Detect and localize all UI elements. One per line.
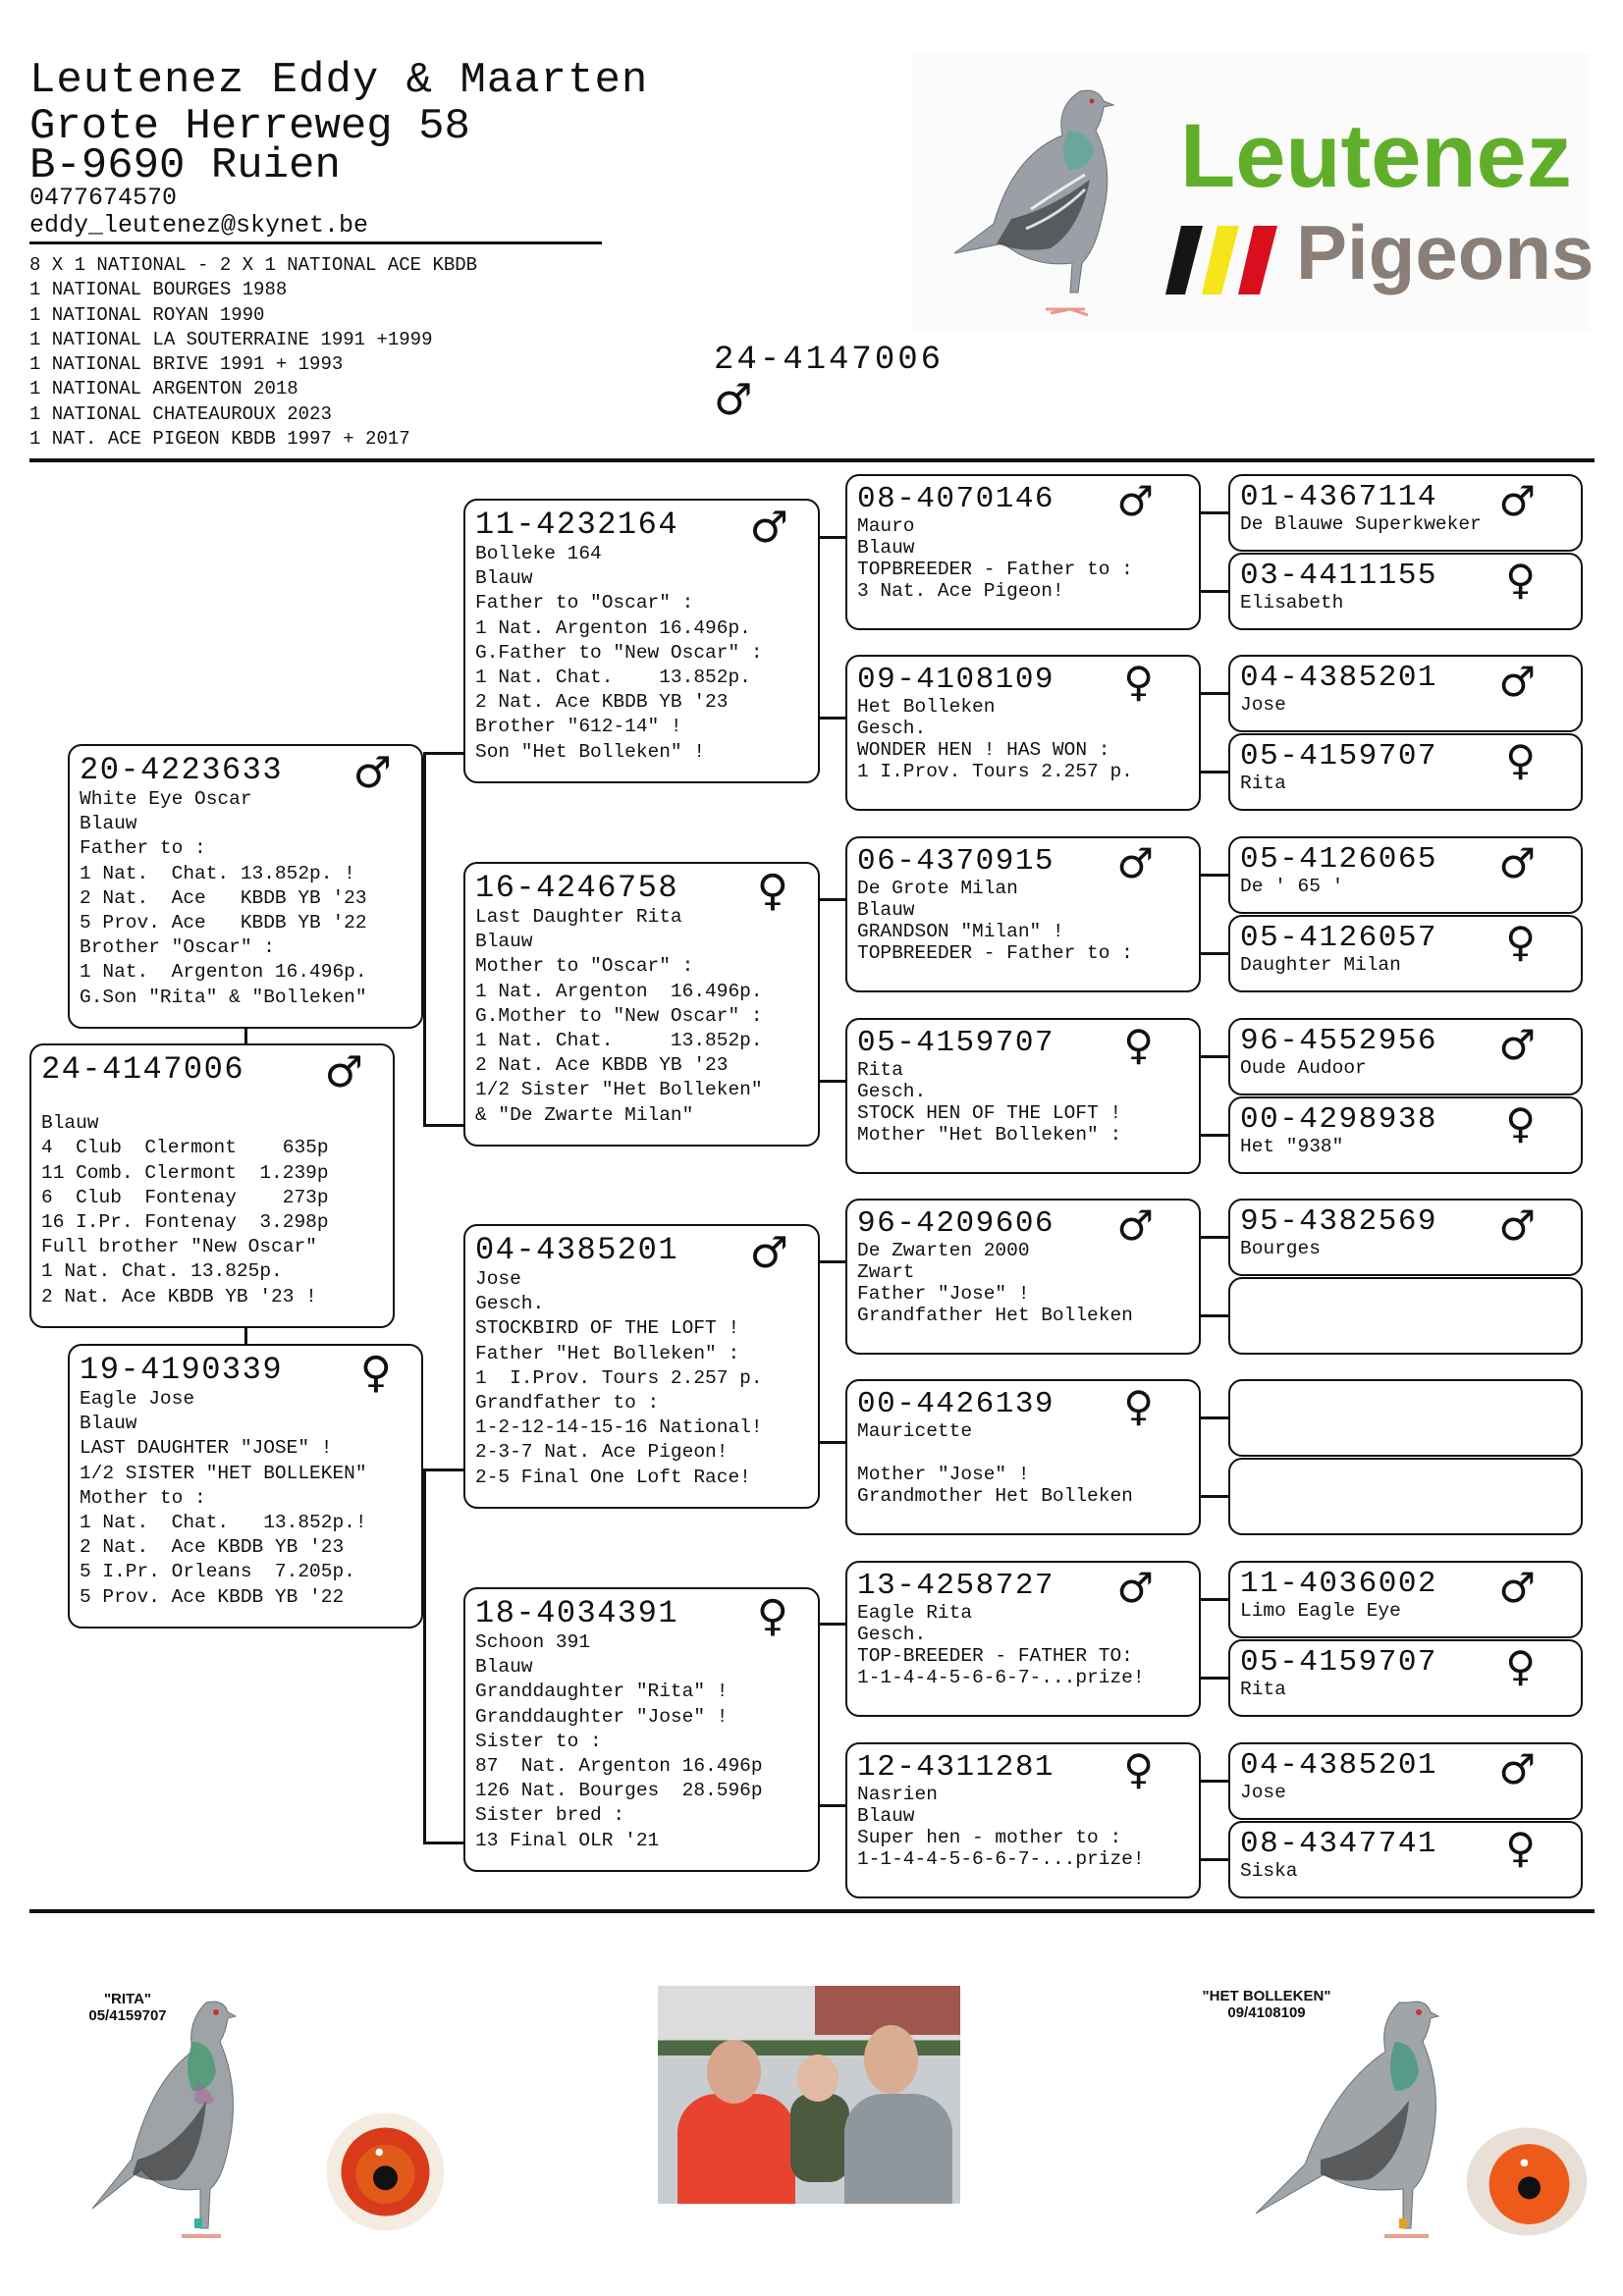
pigeon-name: Oude Audoor xyxy=(1240,1057,1367,1079)
male-icon: ♂ xyxy=(1116,839,1154,887)
connector-line xyxy=(1201,1598,1228,1601)
card-line: Bolleke 164 xyxy=(475,543,602,564)
card-line: 1 Nat. Chat. 13.852p.! xyxy=(80,1512,367,1534)
card-line: Father to : xyxy=(80,837,206,860)
male-icon: ♂ xyxy=(1116,477,1154,525)
pedigree-card-gg-grandparent[interactable] xyxy=(1228,1821,1583,1898)
card-line: 4 Club Clermont 635p xyxy=(41,1137,329,1159)
ring-number: 00-4426139 xyxy=(857,1387,1055,1421)
card-line: Grandfather Het Bolleken xyxy=(857,1305,1133,1326)
male-icon: ♂ xyxy=(1498,839,1536,887)
ring-number: 06-4370915 xyxy=(857,844,1055,879)
card-line: Gesch. xyxy=(857,1081,927,1102)
card-line: Son "Het Bolleken" ! xyxy=(475,740,706,763)
ring-number: 95-4382569 xyxy=(1240,1204,1438,1239)
male-icon: ♂ xyxy=(352,748,392,798)
belgian-flag-icon xyxy=(1163,221,1291,299)
pedigree-card-gg-grandparent[interactable] xyxy=(1228,1458,1583,1535)
achievement-item: 1 NATIONAL BRIVE 1991 + 1993 xyxy=(29,353,344,376)
card-line: Gesch. xyxy=(857,1624,927,1645)
card-line: 1 Nat. Chat. 13.852p. ! xyxy=(80,862,355,884)
connector-line xyxy=(423,1468,426,1843)
pedigree-card-grandparent[interactable] xyxy=(463,862,820,1147)
pigeon-name: Rita xyxy=(1240,773,1286,794)
card-lines xyxy=(857,515,1191,602)
card-line: 126 Nat. Bourges 28.596p xyxy=(475,1780,763,1802)
ring-number: 18-4034391 xyxy=(475,1595,679,1631)
connector-line xyxy=(1201,952,1228,955)
pigeon-name: Siska xyxy=(1240,1860,1298,1882)
card-line: Father "Jose" ! xyxy=(857,1283,1030,1305)
ring-number: 03-4411155 xyxy=(1240,559,1438,593)
connector-line xyxy=(1201,1780,1228,1783)
card-lines xyxy=(80,1387,413,1610)
ring-number: 08-4347741 xyxy=(1240,1827,1438,1861)
pigeon-name: Het "938" xyxy=(1240,1136,1344,1157)
address-street: Grote Herreweg 58 xyxy=(29,102,470,151)
card-lines xyxy=(857,1602,1191,1688)
card-line: Mother to : xyxy=(80,1486,206,1509)
connector-line xyxy=(423,752,426,1127)
achievement-item: 1 NAT. ACE PIGEON KBDB 1997 + 2017 xyxy=(29,428,410,451)
card-line: 5 Prov. Ace KBDB YB '22 xyxy=(80,1585,345,1608)
connector-line xyxy=(244,1028,247,1044)
pedigree-card-gg-grandparent[interactable] xyxy=(1228,553,1583,630)
pedigree-card-gg-grandparent[interactable] xyxy=(1228,1277,1583,1355)
card-line: Sister to : xyxy=(475,1730,602,1752)
card-line: 11 Comb. Clermont 1.239p xyxy=(41,1161,329,1184)
ring-number: 24-4147006 xyxy=(41,1051,245,1088)
card-line: 1 I.Prov. Tours 2.257 p. xyxy=(475,1366,763,1389)
connector-line xyxy=(1201,771,1228,774)
card-line: Eagle Jose xyxy=(80,1388,195,1410)
card-line: Blauw xyxy=(80,813,137,835)
card-line: Schoon 391 xyxy=(475,1631,591,1653)
achievement-item: 1 NATIONAL CHATEAUROUX 2023 xyxy=(29,402,332,425)
card-line: G.Mother to "New Oscar" : xyxy=(475,1004,763,1027)
subject-ring-number: 24-4147006 xyxy=(714,342,945,379)
pedigree-card-gg-grandparent[interactable] xyxy=(1228,836,1583,914)
pigeon-name: Bourges xyxy=(1240,1238,1321,1259)
pedigree-card-great-grandparent[interactable] xyxy=(845,474,1201,630)
pedigree-card-dam[interactable] xyxy=(68,1344,423,1629)
card-line: Mother "Het Bolleken" : xyxy=(857,1124,1122,1146)
card-lines xyxy=(857,696,1191,782)
card-line: 2 Nat. Ace KBDB YB '23 xyxy=(80,1536,345,1559)
connector-line xyxy=(820,898,845,901)
connector-line xyxy=(1201,874,1228,877)
achievement-item: 1 NATIONAL BOURGES 1988 xyxy=(29,279,288,301)
card-line: Blauw xyxy=(857,537,915,559)
pigeon-name: Rita xyxy=(1240,1679,1286,1700)
pedigree-card-gg-grandparent[interactable] xyxy=(1228,915,1583,992)
card-line: G.Father to "New Oscar" : xyxy=(475,641,763,664)
connector-line xyxy=(1201,1055,1228,1058)
card-line: 1 Nat. Chat. 13.825p. xyxy=(41,1260,283,1283)
card-line: Rita xyxy=(857,1059,903,1081)
pedigree-card-gg-grandparent[interactable] xyxy=(1228,474,1583,552)
card-line: Nasrien xyxy=(857,1784,938,1805)
card-line: TOPBREEDER - Father to : xyxy=(857,942,1133,964)
ring-number: 09-4108109 xyxy=(857,663,1055,697)
card-line: Granddaughter "Rita" ! xyxy=(475,1681,729,1703)
phone-number: 0477674570 xyxy=(29,184,178,212)
card-lines xyxy=(475,542,810,765)
connector-line xyxy=(820,536,845,539)
bolleken-caption-name: "HET BOLLEKEN" xyxy=(1202,1988,1331,2004)
card-line: Blauw xyxy=(475,931,533,953)
card-lines xyxy=(857,878,1191,964)
pigeon-name: Limo Eagle Eye xyxy=(1240,1600,1401,1622)
card-line: Mauricette xyxy=(857,1420,973,1442)
family-photo xyxy=(658,1986,960,2204)
pedigree-card-grandparent[interactable] xyxy=(463,499,820,783)
achievements-list xyxy=(29,253,477,452)
card-line: 2 Nat. Ace KBDB YB '23 xyxy=(475,1054,729,1077)
card-line: Brother "Oscar" : xyxy=(80,936,275,959)
connector-line xyxy=(820,1623,845,1626)
pedigree-card-gg-grandparent[interactable] xyxy=(1228,1379,1583,1457)
connector-line xyxy=(423,752,463,755)
pedigree-card-great-grandparent[interactable] xyxy=(845,1018,1201,1174)
card-line: Grandfather to : xyxy=(475,1392,660,1415)
ring-number: 04-4385201 xyxy=(1240,661,1438,695)
achievement-item: 8 X 1 NATIONAL - 2 X 1 NATIONAL ACE KBDB xyxy=(29,254,478,276)
card-line: 1-1-4-4-5-6-6-7-...prize! xyxy=(857,1848,1145,1870)
card-line: De Zwarten 2000 xyxy=(857,1240,1030,1261)
card-line: 16 I.Pr. Fontenay 3.298p xyxy=(41,1211,329,1234)
pedigree-card-gg-grandparent[interactable] xyxy=(1228,1742,1583,1820)
card-line: 1 Nat. Chat. 13.852p. xyxy=(475,1030,763,1052)
card-lines xyxy=(475,1267,810,1490)
connector-line xyxy=(1201,1495,1228,1498)
pedigree-card-gg-grandparent[interactable] xyxy=(1228,1018,1583,1095)
card-line: TOP-BREEDER - FATHER TO: xyxy=(857,1645,1133,1667)
male-icon: ♂ xyxy=(1116,1564,1154,1612)
ring-number: 20-4223633 xyxy=(80,752,284,788)
female-icon: ♀ xyxy=(1123,1745,1154,1793)
pigeon-name: De ' 65 ' xyxy=(1240,876,1344,897)
ring-number: 96-4552956 xyxy=(1240,1024,1438,1058)
female-icon: ♀ xyxy=(1505,556,1536,604)
card-line: Super hen - mother to : xyxy=(857,1827,1122,1848)
pedigree-card-great-grandparent[interactable] xyxy=(845,1561,1201,1717)
breeder-name: Leutenez Eddy & Maarten xyxy=(29,56,649,105)
ring-number: 04-4385201 xyxy=(1240,1748,1438,1783)
bottom-divider xyxy=(29,1909,1595,1913)
card-lines xyxy=(80,787,413,1010)
connector-line xyxy=(423,1124,463,1127)
ring-number: 05-4159707 xyxy=(857,1026,1055,1060)
connector-line xyxy=(820,1260,845,1263)
pedigree-card-grandparent[interactable] xyxy=(463,1587,820,1872)
ring-number: 05-4126065 xyxy=(1240,842,1438,877)
male-icon: ♂ xyxy=(324,1047,363,1097)
connector-line xyxy=(423,1468,463,1471)
pedigree-card-great-grandparent[interactable] xyxy=(845,655,1201,811)
card-line: 1-2-12-14-15-16 National! xyxy=(475,1416,763,1439)
logo xyxy=(913,54,1595,334)
rita-caption-ring: 05/4159707 xyxy=(88,2007,167,2024)
pigeon-name: De Blauwe Superkweker xyxy=(1240,513,1482,535)
male-icon: ♂ xyxy=(1498,1021,1536,1069)
connector-line xyxy=(1201,1416,1228,1419)
ring-number: 11-4232164 xyxy=(475,507,679,543)
address-city: B-9690 Ruien xyxy=(29,141,341,190)
connector-line xyxy=(820,717,845,720)
card-line: Full brother "New Oscar" xyxy=(41,1236,317,1258)
card-line: Father to "Oscar" : xyxy=(475,592,694,614)
connector-line xyxy=(1201,692,1228,695)
ring-number: 13-4258727 xyxy=(857,1569,1055,1603)
card-line: Mauro xyxy=(857,515,915,537)
ring-number: 96-4209606 xyxy=(857,1206,1055,1241)
connector-line xyxy=(1201,1858,1228,1861)
card-line: & "De Zwarte Milan" xyxy=(475,1103,694,1126)
female-icon: ♀ xyxy=(1505,918,1536,966)
card-lines xyxy=(475,1630,810,1853)
card-line: Blauw xyxy=(857,1805,915,1827)
connector-line xyxy=(1201,511,1228,514)
connector-line xyxy=(820,1441,845,1444)
achievement-item: 1 NATIONAL ARGENTON 2018 xyxy=(29,378,298,400)
pedigree-card-great-grandparent[interactable] xyxy=(845,836,1201,992)
female-icon: ♀ xyxy=(756,1591,788,1641)
female-icon: ♀ xyxy=(1505,1099,1536,1148)
pedigree-card-great-grandparent[interactable] xyxy=(845,1742,1201,1898)
card-line: De Grote Milan xyxy=(857,878,1018,899)
card-lines xyxy=(857,1420,1191,1507)
connector-line xyxy=(423,1842,463,1844)
card-lines xyxy=(41,1087,385,1309)
female-icon: ♀ xyxy=(1505,736,1536,784)
female-icon: ♀ xyxy=(359,1348,392,1398)
pedigree-card-gg-grandparent[interactable] xyxy=(1228,733,1583,811)
card-line: Sister bred : xyxy=(475,1804,625,1827)
card-line: G.Son "Rita" & "Bolleken" xyxy=(80,986,367,1008)
card-line: 2 Nat. Ace KBDB YB '23 ! xyxy=(41,1285,317,1308)
het-bolleken-eye-icon xyxy=(1463,2125,1591,2238)
male-icon: ♂ xyxy=(1498,1564,1536,1612)
card-lines xyxy=(857,1784,1191,1870)
card-line: 87 Nat. Argenton 16.496p xyxy=(475,1755,763,1778)
rita-eye-icon xyxy=(324,2110,447,2233)
female-icon: ♀ xyxy=(1505,1824,1536,1872)
male-icon: ♂ xyxy=(749,1228,788,1278)
ring-number: 05-4159707 xyxy=(1240,1645,1438,1680)
logo-title: Leutenez xyxy=(1180,106,1572,206)
pigeon-het-bolleken-photo xyxy=(1242,1973,1468,2258)
connector-line xyxy=(1201,1134,1228,1137)
card-line: 1/2 SISTER "HET BOLLEKEN" xyxy=(80,1462,367,1484)
card-line: Last Daughter Rita xyxy=(475,906,682,928)
card-lines xyxy=(475,905,810,1128)
connector-line xyxy=(244,1327,247,1345)
pedigree-card-grandparent[interactable] xyxy=(463,1224,820,1509)
female-icon: ♀ xyxy=(1123,1382,1154,1430)
card-line: Blauw xyxy=(475,567,533,590)
card-line: Mother to "Oscar" : xyxy=(475,955,694,978)
male-icon: ♂ xyxy=(1498,1745,1536,1793)
header-underline xyxy=(29,241,602,244)
card-line: Grandmother Het Bolleken xyxy=(857,1485,1133,1507)
ring-number: 19-4190339 xyxy=(80,1352,284,1388)
card-line: LAST DAUGHTER "JOSE" ! xyxy=(80,1437,333,1460)
card-line: Eagle Rita xyxy=(857,1602,973,1624)
pedigree-card-gg-grandparent[interactable] xyxy=(1228,1561,1583,1638)
rita-caption-name: "RITA" xyxy=(103,1991,152,2007)
pedigree-card-great-grandparent[interactable] xyxy=(845,1379,1201,1535)
card-line: 5 I.Pr. Orleans 7.205p. xyxy=(80,1561,355,1583)
card-line: 2 Nat. Ace KBDB YB '23 xyxy=(475,691,729,714)
pigeon-name: Elisabeth xyxy=(1240,592,1344,614)
male-icon: ♂ xyxy=(1116,1201,1154,1250)
card-line: 1 Nat. Argenton 16.496p. xyxy=(80,961,367,984)
card-line: STOCKBIRD OF THE LOFT ! xyxy=(475,1317,740,1340)
logo-subtitle: Pigeons xyxy=(1296,209,1595,295)
card-line: Blauw xyxy=(41,1112,99,1135)
card-line: 2 Nat. Ace KBDB YB '23 xyxy=(80,886,367,909)
connector-line xyxy=(820,1080,845,1083)
card-line: Granddaughter "Jose" ! xyxy=(475,1705,729,1728)
ring-number: 01-4367114 xyxy=(1240,480,1438,514)
card-line: 1-1-4-4-5-6-6-7-...prize! xyxy=(857,1667,1145,1688)
connector-line xyxy=(820,1804,845,1807)
pigeon-rita-photo xyxy=(88,1973,265,2258)
ring-number: 16-4246758 xyxy=(475,870,679,906)
pedigree-card-gg-grandparent[interactable] xyxy=(1228,1199,1583,1276)
male-icon: ♂ xyxy=(1498,477,1536,525)
card-line: STOCK HEN OF THE LOFT ! xyxy=(857,1102,1122,1124)
card-line: 13 Final OLR '21 xyxy=(475,1829,660,1851)
achievement-item: 1 NATIONAL LA SOUTERRAINE 1991 +1999 xyxy=(29,328,433,350)
female-icon: ♀ xyxy=(756,866,788,916)
pigeon-logo-icon xyxy=(952,81,1149,327)
connector-line xyxy=(1201,1236,1228,1239)
ring-number: 05-4159707 xyxy=(1240,739,1438,774)
connector-line xyxy=(1201,1677,1228,1680)
email-address[interactable]: eddy_leutenez@skynet.be xyxy=(29,211,369,240)
card-line: Het Bolleken xyxy=(857,696,996,718)
female-icon: ♀ xyxy=(1123,1021,1154,1069)
card-line: Blauw xyxy=(80,1413,137,1435)
ring-number: 04-4385201 xyxy=(475,1232,679,1268)
card-line: 6 Club Fontenay 273p xyxy=(41,1186,329,1208)
female-icon: ♀ xyxy=(1123,658,1154,706)
card-line: 1 I.Prov. Tours 2.257 p. xyxy=(857,761,1133,782)
card-line: Gesch. xyxy=(475,1293,545,1315)
card-line: Blauw xyxy=(857,899,915,921)
card-line: White Eye Oscar xyxy=(80,788,252,810)
ring-number: 12-4311281 xyxy=(857,1750,1055,1785)
card-line xyxy=(857,1442,1191,1464)
male-icon: ♂ xyxy=(1498,1201,1536,1250)
card-line: 2-5 Final One Loft Race! xyxy=(475,1466,751,1488)
card-lines xyxy=(857,1059,1191,1146)
card-line: Gesch. xyxy=(857,718,927,739)
pedigree-card-gg-grandparent[interactable] xyxy=(1228,1639,1583,1717)
female-icon: ♀ xyxy=(1505,1642,1536,1690)
pedigree-card-gg-grandparent[interactable] xyxy=(1228,655,1583,732)
bolleken-caption-ring: 09/4108109 xyxy=(1227,2004,1306,2021)
card-line: 1 Nat. Argenton 16.496p. xyxy=(475,980,763,1002)
card-line: 1 Nat. Chat. 13.852p. xyxy=(475,667,751,689)
pedigree-card-gg-grandparent[interactable] xyxy=(1228,1096,1583,1174)
pigeon-name: Jose xyxy=(1240,1782,1286,1803)
card-line: WONDER HEN ! HAS WON : xyxy=(857,739,1110,761)
ring-number: 00-4298938 xyxy=(1240,1102,1438,1137)
card-line: Father "Het Bolleken" : xyxy=(475,1342,740,1364)
pigeon-name: Jose xyxy=(1240,694,1286,716)
pedigree-card-great-grandparent[interactable] xyxy=(845,1199,1201,1355)
ring-number: 08-4070146 xyxy=(857,482,1055,516)
pigeon-name: Daughter Milan xyxy=(1240,954,1401,976)
male-icon: ♂ xyxy=(749,503,788,553)
card-line: Brother "612-14" ! xyxy=(475,716,682,738)
card-line: Jose xyxy=(475,1268,521,1290)
card-lines xyxy=(857,1240,1191,1326)
card-line: 3 Nat. Ace Pigeon! xyxy=(857,580,1064,602)
male-icon: ♂ xyxy=(714,375,753,425)
ring-number: 11-4036002 xyxy=(1240,1567,1438,1601)
card-line: 1 Nat. Argenton 16.496p. xyxy=(475,616,751,639)
card-line: 1/2 Sister "Het Bolleken" xyxy=(475,1079,763,1101)
pedigree-card-sire[interactable] xyxy=(68,744,423,1029)
top-divider xyxy=(29,458,1595,462)
connector-line xyxy=(1201,590,1228,593)
male-icon: ♂ xyxy=(1498,658,1536,706)
card-line: 5 Prov. Ace KBDB YB '22 xyxy=(80,912,367,934)
card-line: Blauw xyxy=(475,1656,533,1679)
connector-line xyxy=(1201,1314,1228,1317)
card-line: Mother "Jose" ! xyxy=(857,1464,1030,1485)
pedigree-card-subject[interactable] xyxy=(29,1043,395,1328)
card-line: GRANDSON "Milan" ! xyxy=(857,921,1064,942)
card-line: Zwart xyxy=(857,1261,915,1283)
ring-number: 05-4126057 xyxy=(1240,921,1438,955)
card-line: 2-3-7 Nat. Ace Pigeon! xyxy=(475,1441,729,1464)
card-line: TOPBREEDER - Father to : xyxy=(857,559,1133,580)
achievement-item: 1 NATIONAL ROYAN 1990 xyxy=(29,303,265,326)
